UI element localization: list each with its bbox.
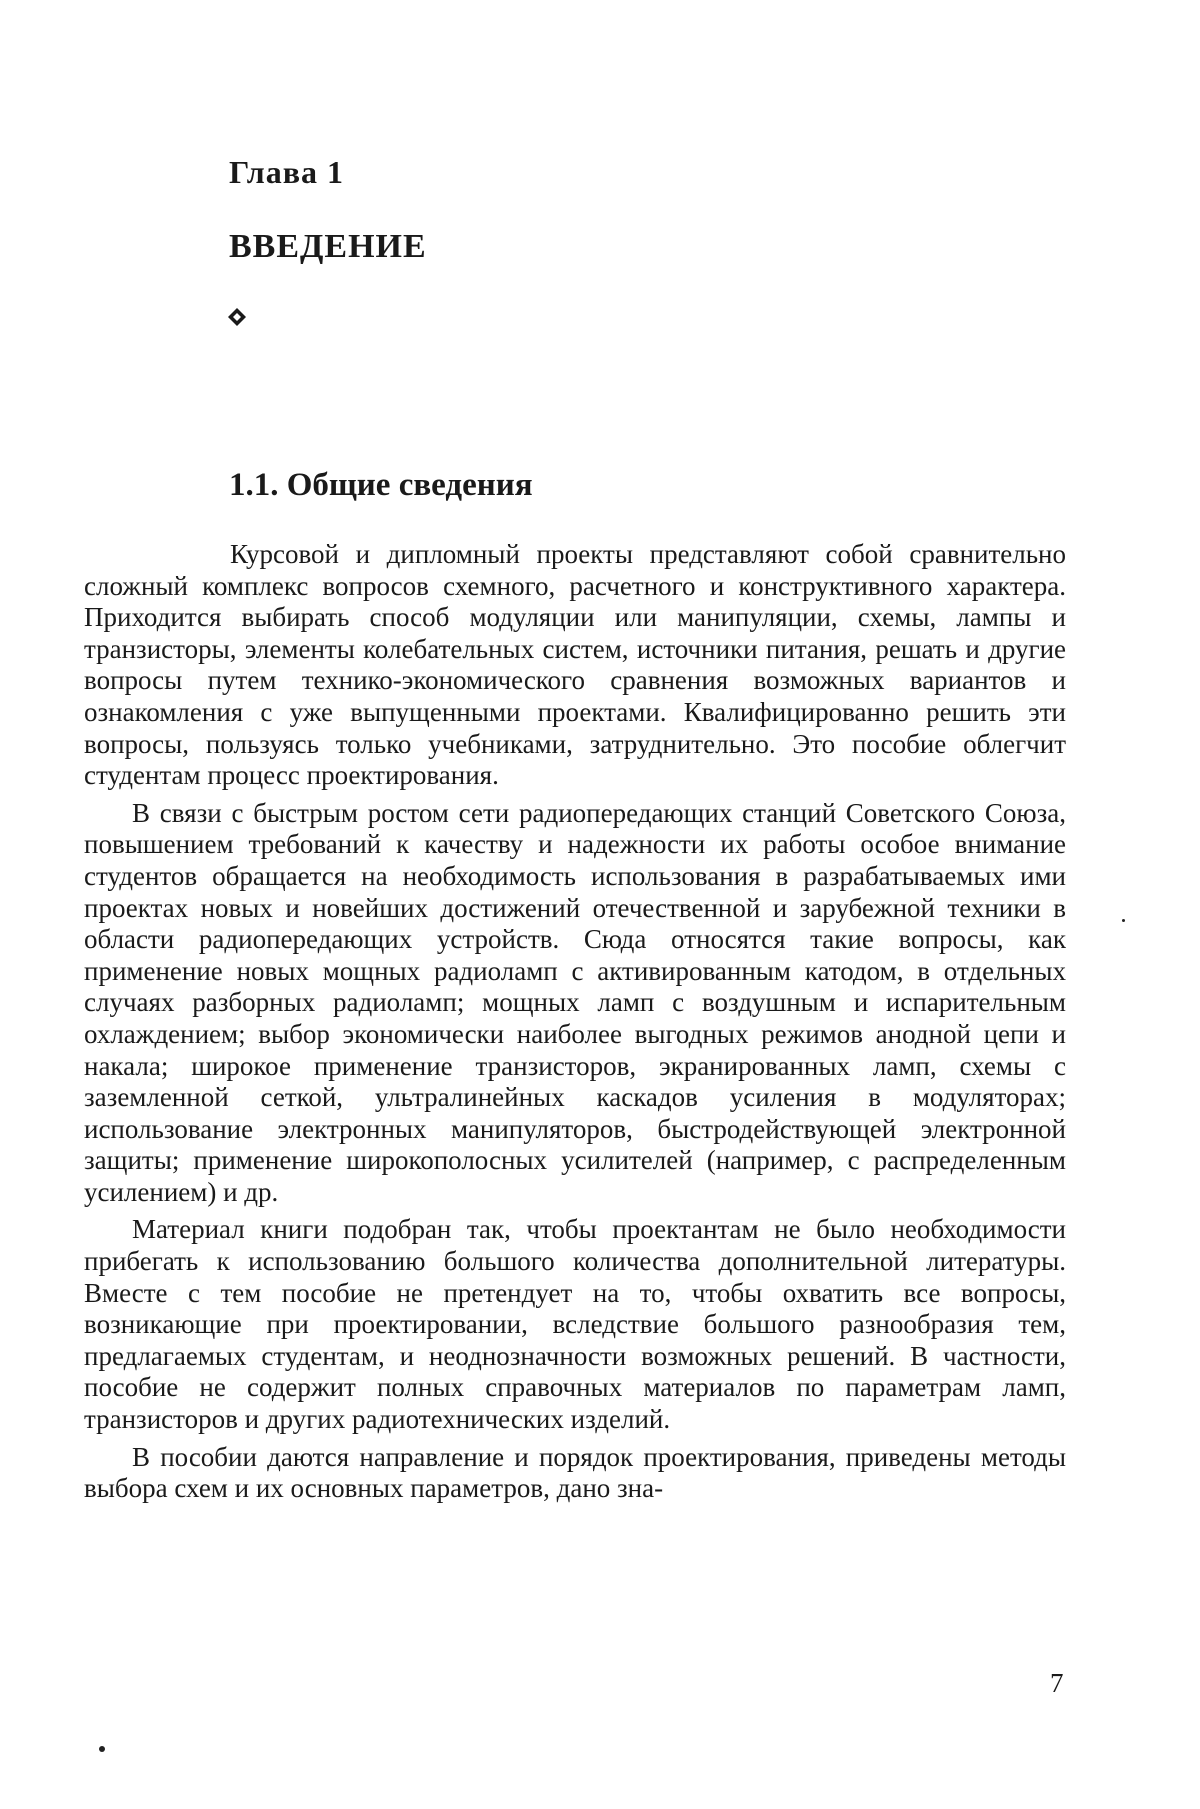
paragraph-2: В связи с быстрым ростом сети радиопередающих станций Советского Союза, повышением требований к качеству и надежности их работы особое внимание студентов обращается на необходимость использования в разрабатываемых ими проектах новых и новейших достижений отечественной и зарубежной техники в области радиопередающих устройств. Сюда относятся такие вопросы, как применение новых мощных радиоламп с активированным катодом, в отдельных случаях разборных радиоламп; мощных ламп с воздушным и испарительным охлаждением; выбор экономически наиболее выгодных режимов анодной цепи и накала; широкое применение транзисторов, экранированных ламп, схемы с заземленной сеткой, ультралинейных каскадов усиления в модуляторах; использование электронных манипуляторов, быстродействующей электронной защиты; применение широкополосных усилителей (например, с распределенным усилением) и др. <box>84 798 1066 1209</box>
scan-speck <box>1122 919 1125 922</box>
paragraph-3: Материал книги подобран так, чтобы проектантам не было необходимости прибегать к использованию большого количества дополнительной литературы. Вместе с тем пособие не претендует на то, чтобы охватить все вопросы, возникающие при проектировании, вследствие большого разнообразия тем, предлагаемых студентам, и неоднозначности возможных решений. В частности, пособие не содержит полных справочных материалов по параметрам ламп, транзисторов и других радиотехнических изделий. <box>84 1214 1066 1435</box>
body-text <box>84 539 1066 1511</box>
chapter-title: ВВЕДЕНИЕ <box>229 228 427 266</box>
chapter-label: Глава 1 <box>229 154 344 191</box>
diamond-ornament-icon <box>228 308 246 326</box>
page-number: 7 <box>1050 1668 1064 1699</box>
book-page <box>0 0 1200 1809</box>
section-title: 1.1. Общие сведения <box>229 467 533 504</box>
paragraph-4: В пособии даются направление и порядок проектирования, приведены методы выбора схем и их основных параметров, дано зна- <box>84 1442 1066 1505</box>
scan-speck <box>99 1746 105 1752</box>
paragraph-1: Курсовой и дипломный проекты представляют собой сравнительно сложный комплекс вопросов схемного, расчетного и конструктивного характера. Приходится выбирать способ модуляции или манипуляции, схемы, лампы и транзисторы, элементы колебательных систем, источники питания, решать и другие вопросы путем технико-экономического сравнения возможных вариантов и ознакомления с уже выпущенными проектами. Квалифицированно решить эти вопросы, пользуясь только учебниками, затруднительно. Это пособие облегчит студентам процесс проектирования. <box>84 539 1066 792</box>
